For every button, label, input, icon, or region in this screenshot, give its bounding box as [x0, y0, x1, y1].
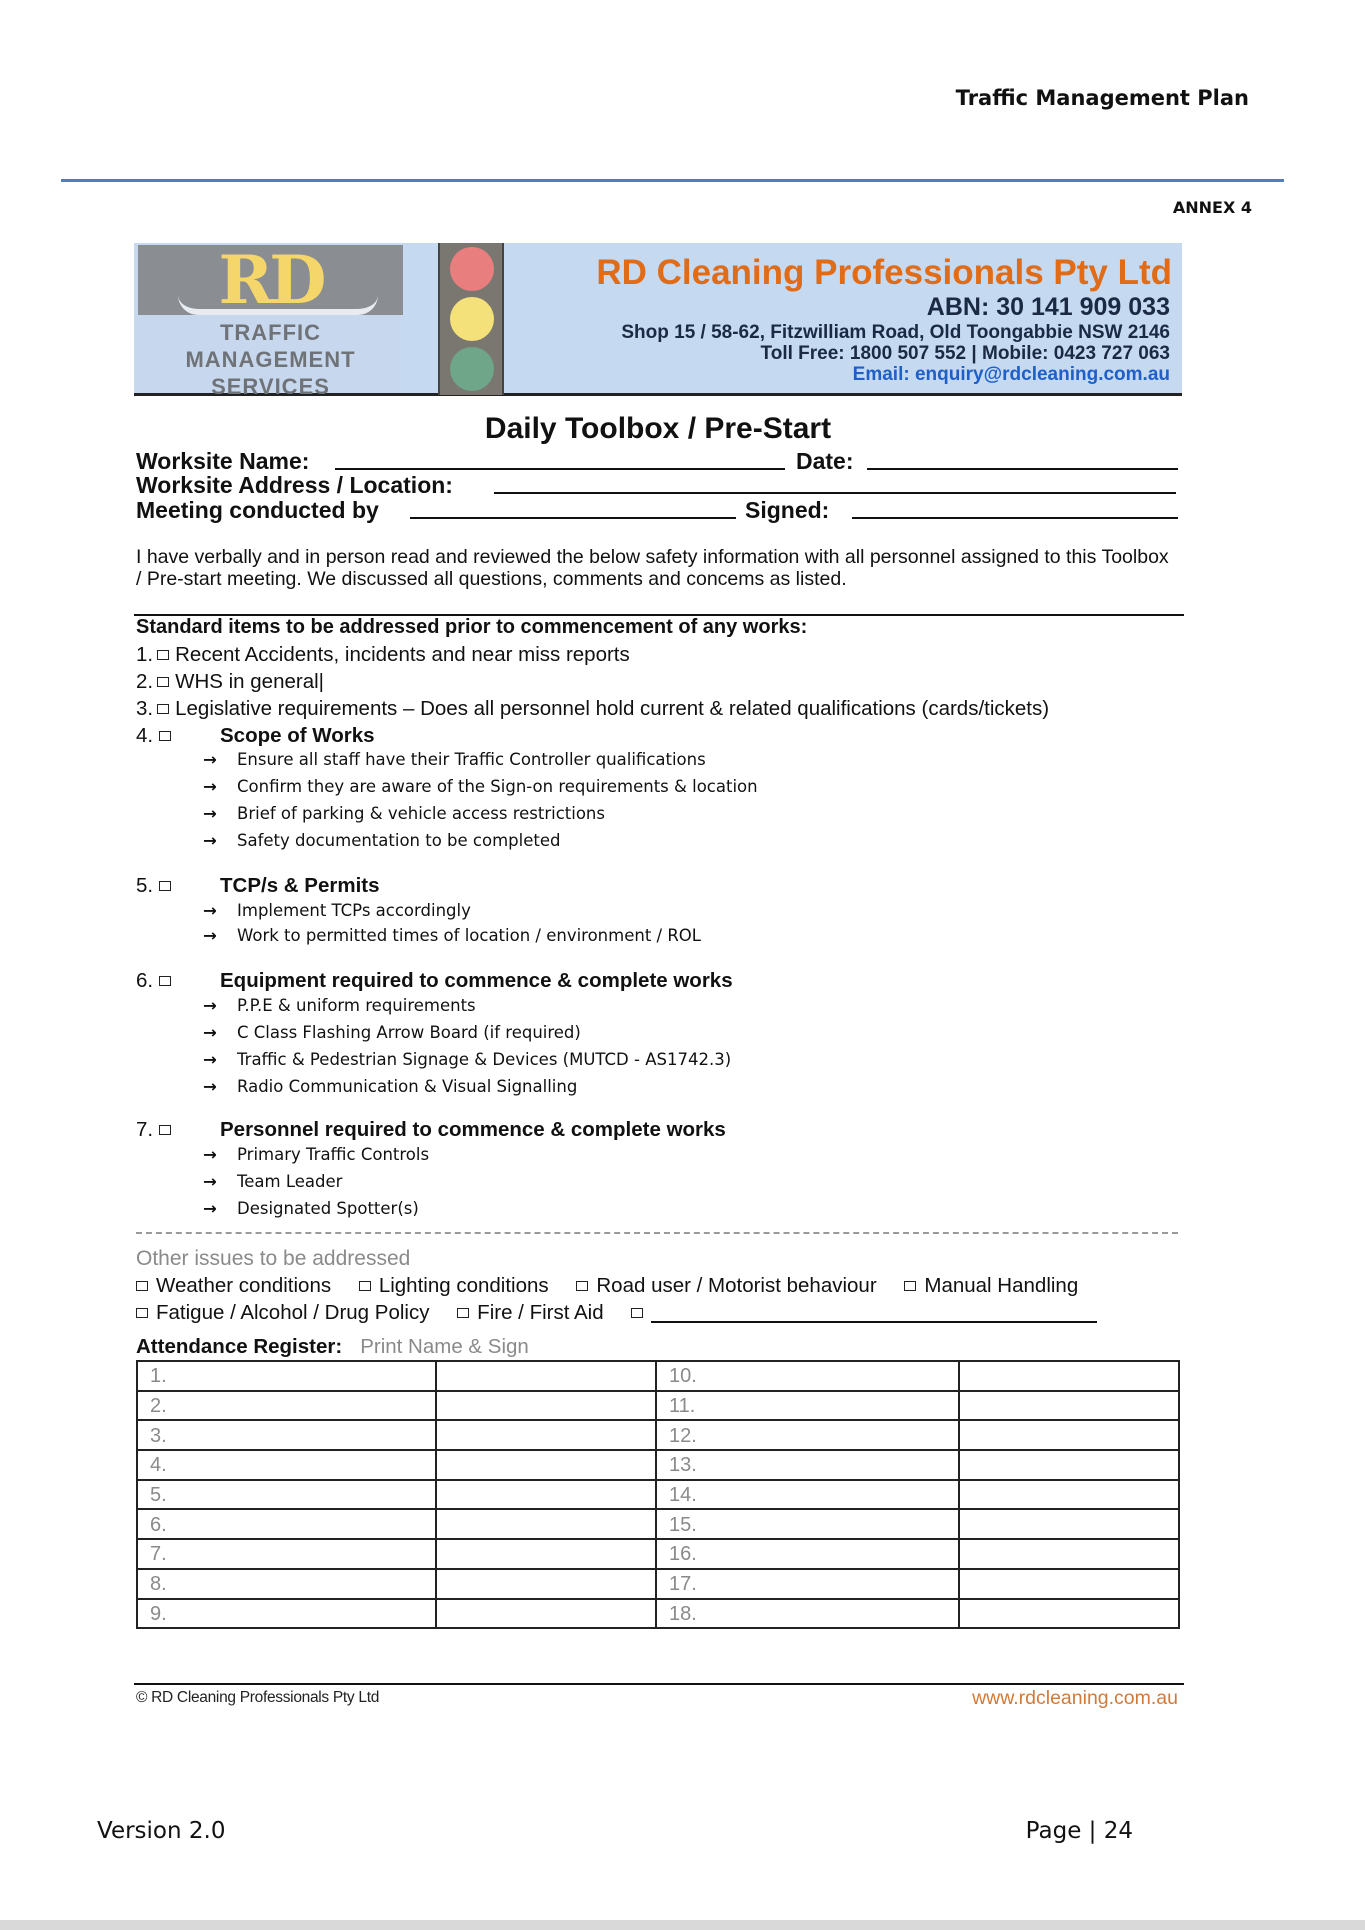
option-label: Weather conditions: [156, 1274, 332, 1297]
section-5-number: [136, 874, 171, 898]
signature-cell[interactable]: [959, 1361, 1179, 1391]
table-row: [137, 1539, 1179, 1569]
section-6-sub-3: [203, 1050, 731, 1069]
attendee-number: 13.: [656, 1450, 959, 1480]
page-number: Page | 24: [1025, 1818, 1133, 1844]
table-row: [137, 1569, 1179, 1599]
checkbox[interactable]: [904, 1281, 916, 1291]
table-row: [137, 1509, 1179, 1539]
signature-cell[interactable]: [436, 1391, 656, 1421]
logo-subtitle-line-2: MANAGEMENT: [185, 347, 356, 372]
meeting-row: [136, 497, 1178, 523]
sub-text: Implement TCPs accordingly: [237, 901, 471, 920]
section-7-sub-3: [203, 1199, 419, 1218]
signature-cell[interactable]: [959, 1509, 1179, 1539]
logo-swoosh: [178, 295, 378, 315]
option-road-user[interactable]: [576, 1274, 876, 1298]
checkbox[interactable]: [157, 650, 169, 660]
option-label: Fatigue / Alcohol / Drug Policy: [156, 1301, 430, 1324]
dashed-divider: [136, 1232, 1178, 1234]
logo-subtitle: [138, 319, 403, 400]
section-5-title: TCP/s & Permits: [220, 874, 380, 897]
checkbox[interactable]: [136, 1308, 148, 1318]
annex-label: ANNEX 4: [1172, 198, 1252, 217]
item-text: WHS in general|: [175, 670, 324, 693]
attendance-hint: Print Name & Sign: [360, 1335, 529, 1358]
logo-emblem: [138, 241, 403, 319]
logo-subtitle-line-3: SERVICES: [211, 374, 330, 399]
rd-logo: [136, 241, 401, 399]
attendee-number: 15.: [656, 1509, 959, 1539]
standard-item-2: [136, 670, 324, 694]
item-number: 2.: [136, 670, 154, 693]
item-number: 3.: [136, 697, 154, 720]
section-number-text: 4.: [136, 724, 154, 747]
worksite-name-field[interactable]: [335, 448, 785, 470]
sub-text: P.P.E & uniform requirements: [237, 996, 476, 1015]
table-row: [137, 1420, 1179, 1450]
worksite-address-field[interactable]: [494, 472, 1176, 494]
header-divider: [61, 179, 1284, 182]
table-row: [137, 1480, 1179, 1510]
arrow-icon: →: [203, 1077, 217, 1096]
checkbox[interactable]: [157, 704, 169, 714]
logo-subtitle-line-1: TRAFFIC: [219, 320, 322, 345]
section-6-number: [136, 969, 171, 993]
worksite-address-label: Worksite Address / Location:: [136, 472, 453, 498]
item-text: Recent Accidents, incidents and near miss reports: [175, 643, 630, 666]
attendance-table: [136, 1360, 1180, 1629]
date-field[interactable]: [867, 448, 1178, 470]
checkbox[interactable]: [159, 731, 171, 741]
other-issues-row-1: [136, 1274, 1078, 1298]
signed-label: Signed:: [745, 497, 830, 523]
attendee-number: 17.: [656, 1569, 959, 1599]
checkbox[interactable]: [359, 1281, 371, 1291]
company-address: Shop 15 / 58-62, Fitzwilliam Road, Old Toongabbie NSW 2146: [621, 322, 1170, 343]
company-website: www.rdcleaning.com.au: [972, 1687, 1178, 1709]
attendee-number: 3.: [137, 1420, 436, 1450]
sub-text: Team Leader: [237, 1172, 343, 1191]
attendee-number: 10.: [656, 1361, 959, 1391]
attendee-number: 16.: [656, 1539, 959, 1569]
sub-text: Designated Spotter(s): [237, 1199, 419, 1218]
arrow-icon: →: [203, 996, 217, 1015]
signature-cell[interactable]: [436, 1420, 656, 1450]
section-6-sub-4: [203, 1077, 577, 1096]
attendee-number: 6.: [137, 1509, 436, 1539]
sub-text: Work to permitted times of location / environment / ROL: [237, 926, 701, 945]
company-phone: Toll Free: 1800 507 552 | Mobile: 0423 727 063: [760, 343, 1170, 364]
attendee-number: 2.: [137, 1391, 436, 1421]
arrow-icon: →: [203, 1145, 217, 1164]
arrow-icon: →: [203, 1050, 217, 1069]
item-number: 1.: [136, 643, 154, 666]
conducted-by-label: Meeting conducted by: [136, 497, 379, 523]
section-7-number: [136, 1118, 171, 1142]
section-7-sub-1: [203, 1145, 429, 1164]
arrow-icon: →: [203, 777, 217, 796]
company-abn: ABN: 30 141 909 033: [926, 293, 1170, 321]
other-issue-field[interactable]: [651, 1303, 1097, 1323]
signature-cell[interactable]: [436, 1569, 656, 1599]
arrow-icon: →: [203, 750, 217, 769]
attendee-number: 5.: [137, 1480, 436, 1510]
signature-cell[interactable]: [959, 1539, 1179, 1569]
date-label: Date:: [796, 448, 854, 474]
section-4-sub-2: [203, 777, 758, 796]
attendee-number: 1.: [137, 1361, 436, 1391]
signature-cell[interactable]: [436, 1599, 656, 1629]
attendance-label: Attendance Register:: [136, 1335, 343, 1358]
section-6-sub-1: [203, 996, 476, 1015]
checkbox[interactable]: [159, 881, 171, 891]
checkbox[interactable]: [136, 1281, 148, 1291]
signature-cell[interactable]: [436, 1361, 656, 1391]
checkbox[interactable]: [159, 1125, 171, 1135]
section-7-title: Personnel required to commence & complete works: [220, 1118, 726, 1141]
attendee-number: 4.: [137, 1450, 436, 1480]
signature-cell[interactable]: [436, 1539, 656, 1569]
table-row: [137, 1450, 1179, 1480]
option-fatigue[interactable]: [136, 1301, 429, 1325]
company-email: Email: enquiry@rdcleaning.com.au: [852, 364, 1170, 385]
option-label: Manual Handling: [924, 1274, 1079, 1297]
option-label: Road user / Motorist behaviour: [596, 1274, 877, 1297]
signature-cell[interactable]: [959, 1480, 1179, 1510]
signature-cell[interactable]: [959, 1391, 1179, 1421]
standard-heading: Standard items to be addressed prior to commencement of any works:: [136, 616, 808, 638]
standard-item-1: [136, 643, 630, 667]
signature-cell[interactable]: [959, 1450, 1179, 1480]
arrow-icon: →: [203, 1172, 217, 1191]
arrow-icon: →: [203, 901, 217, 920]
standard-item-3: [136, 697, 1049, 721]
section-number-text: 7.: [136, 1118, 154, 1141]
signature-cell[interactable]: [959, 1599, 1179, 1629]
green-lamp: [450, 347, 494, 391]
section-4-number: [136, 724, 171, 748]
section-4-title: Scope of Works: [220, 724, 375, 747]
checkbox[interactable]: [576, 1281, 588, 1291]
sub-text: Ensure all staff have their Traffic Controller qualifications: [237, 750, 706, 769]
signature-cell[interactable]: [436, 1509, 656, 1539]
option-manual-handling[interactable]: [904, 1274, 1078, 1298]
section-number-text: 6.: [136, 969, 154, 992]
attendee-number: 7.: [137, 1539, 436, 1569]
attendee-number: 11.: [656, 1391, 959, 1421]
table-row: [137, 1391, 1179, 1421]
table-row: [137, 1361, 1179, 1391]
sub-text: Primary Traffic Controls: [237, 1145, 430, 1164]
option-label: Lighting conditions: [378, 1274, 549, 1297]
attendee-number: 9.: [137, 1599, 436, 1629]
logo-letters: RD: [218, 241, 323, 319]
signature-cell[interactable]: [959, 1420, 1179, 1450]
sub-text: Confirm they are aware of the Sign-on requirements & location: [237, 777, 758, 796]
traffic-light-icon: [438, 243, 504, 395]
worksite-name-row: [136, 448, 1178, 474]
form-title: Daily Toolbox / Pre-Start: [484, 412, 832, 445]
checkbox[interactable]: [157, 677, 169, 687]
attendee-number: 8.: [137, 1569, 436, 1599]
signature-cell[interactable]: [436, 1480, 656, 1510]
section-4-sub-4: [203, 831, 560, 850]
other-issues-heading: Other issues to be addressed: [136, 1247, 411, 1270]
section-4-sub-3: [203, 804, 605, 823]
worksite-address-row: [136, 472, 1178, 498]
arrow-icon: →: [203, 926, 217, 945]
attendee-number: 12.: [656, 1420, 959, 1450]
checkbox[interactable]: [159, 976, 171, 986]
item-text: Legislative requirements – Does all personnel hold current & related qualifications (cards/tickets): [175, 697, 1050, 720]
attendee-number: 18.: [656, 1599, 959, 1629]
company-banner: [134, 241, 1182, 399]
document-version: Version 2.0: [97, 1818, 226, 1844]
sub-text: C Class Flashing Arrow Board (if required): [237, 1023, 581, 1042]
section-7-sub-2: [203, 1172, 342, 1191]
section-number-text: 5.: [136, 874, 154, 897]
arrow-icon: →: [203, 1023, 217, 1042]
form-copyright: [136, 1689, 379, 1707]
other-issues-row-2: [136, 1301, 1097, 1325]
section-5-sub-2: [203, 926, 701, 945]
arrow-icon: →: [203, 804, 217, 823]
option-label: Fire / First Aid: [477, 1301, 604, 1324]
arrow-icon: →: [203, 1199, 217, 1218]
amber-lamp: [450, 297, 494, 341]
conducted-by-field[interactable]: [410, 497, 736, 519]
signed-field[interactable]: [852, 497, 1178, 519]
sub-text: Radio Communication & Visual Signalling: [237, 1077, 578, 1096]
arrow-icon: →: [203, 831, 217, 850]
sub-text: Safety documentation to be completed: [237, 831, 561, 850]
company-name: RD Cleaning Professionals Pty Ltd: [596, 253, 1172, 292]
copyright-text: RD Cleaning Professionals Pty Ltd: [151, 1689, 380, 1706]
section-4-sub-1: [203, 750, 706, 769]
section-6-sub-2: [203, 1023, 581, 1042]
attendee-number: 14.: [656, 1480, 959, 1510]
section-6-title: Equipment required to commence & complete works: [220, 969, 733, 992]
section-5-sub-1: [203, 901, 471, 920]
option-weather[interactable]: [136, 1274, 331, 1298]
checkbox[interactable]: [457, 1308, 469, 1318]
intro-statement: I have verbally and in person read and reviewed the below safety information with all personnel assigned to this Toolbox / Pre-start meeting. We discussed all questions, comments and concems as listed.: [136, 546, 1169, 590]
worksite-name-label: Worksite Name:: [136, 448, 310, 474]
sub-text: Brief of parking & vehicle access restrictions: [237, 804, 605, 823]
copyright-icon: ©: [136, 1689, 148, 1706]
sub-text: Traffic & Pedestrian Signage & Devices (MUTCD - AS1742.3): [237, 1050, 732, 1069]
document-title: Traffic Management Plan: [955, 86, 1249, 110]
form-footer-divider: [134, 1683, 1184, 1685]
signature-cell[interactable]: [436, 1450, 656, 1480]
attendance-heading: [136, 1335, 529, 1359]
option-fire-first-aid[interactable]: [457, 1301, 603, 1325]
option-lighting[interactable]: [359, 1274, 549, 1298]
table-row: [137, 1599, 1179, 1629]
signature-cell[interactable]: [959, 1569, 1179, 1599]
red-lamp: [450, 247, 494, 291]
bottom-edge: [0, 1920, 1365, 1930]
option-other[interactable]: [631, 1301, 1097, 1325]
checkbox[interactable]: [631, 1308, 643, 1318]
